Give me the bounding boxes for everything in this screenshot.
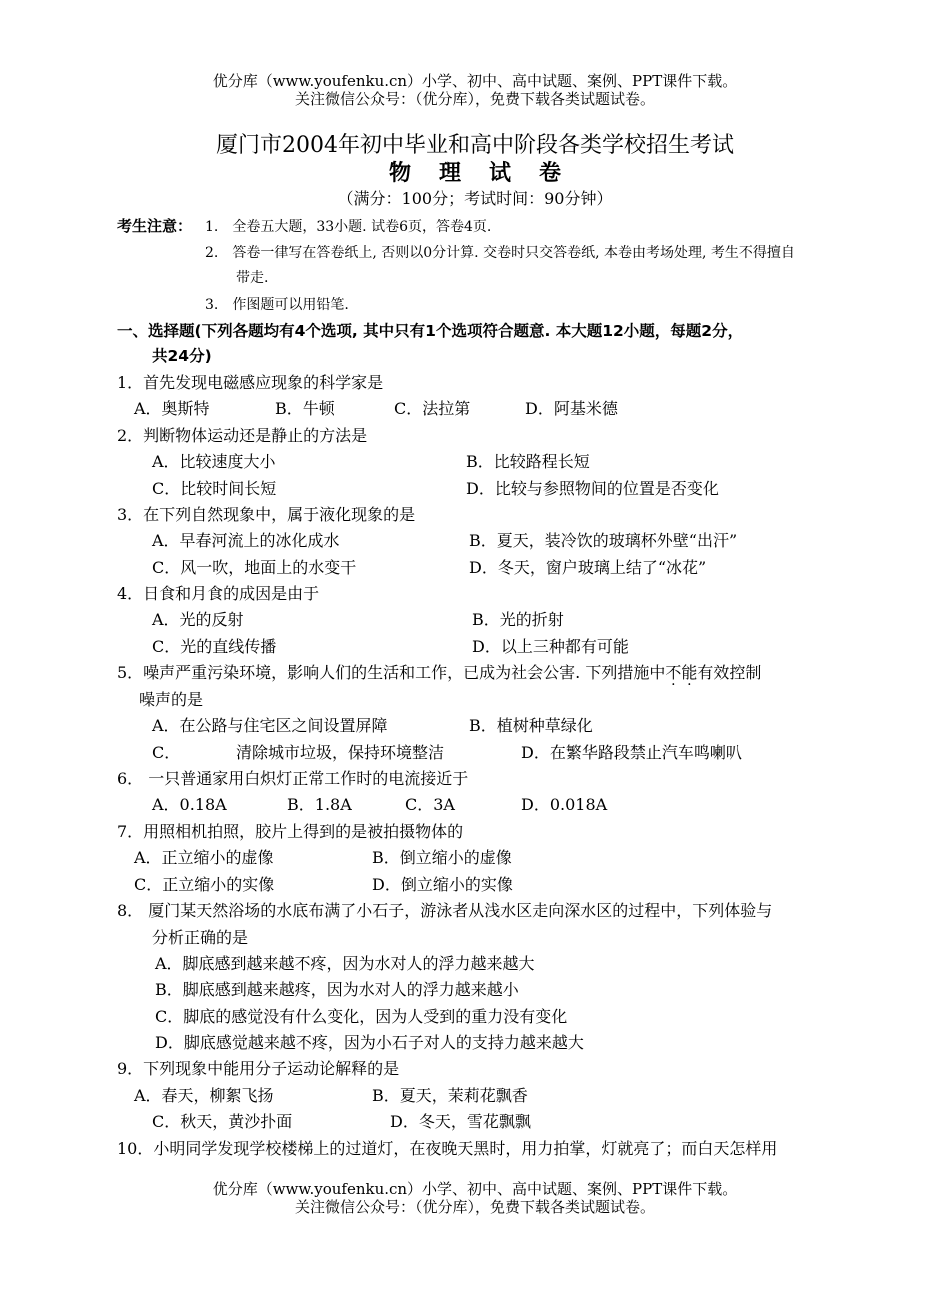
question-5-option-c: 清除城市垃圾，保持环境整洁	[236, 743, 445, 762]
question-5-stem-post: 有效控制	[697, 663, 762, 682]
footer-line-2: 关注微信公众号：（优分库），免费下载各类试题试卷。	[294, 1198, 655, 1216]
question-3-option-c: C．风一吹，地面上的水变干	[152, 558, 357, 577]
question-5-option-c-label: C．	[152, 743, 181, 762]
question-3-option-a: A．早春河流上的冰化成水	[152, 531, 340, 550]
question-2-option-a: A．比较速度大小	[152, 452, 276, 471]
question-9-stem: 9．下列现象中能用分子运动论解释的是	[117, 1059, 400, 1078]
question-6-option-d: D．0.018A	[521, 795, 608, 814]
question-5-stem-pre: 5．噪声严重污染环境，影响人们的生活和工作，已成为社会公害. 下列措施中	[117, 663, 666, 682]
question-8-stem: 8． 厦门某天然浴场的水底布满了小石子，游泳者从浅水区走向深水区的过程中，下列体验与	[117, 901, 773, 920]
question-8-option-c: C．脚底的感觉没有什么变化，因为人受到的重力没有变化	[155, 1007, 568, 1026]
question-3-stem: 3．在下列自然现象中，属于液化现象的是	[117, 505, 416, 524]
emphasis-char-can: 能	[681, 663, 698, 682]
question-6-stem: 6． 一只普通家用白炽灯正常工作时的电流接近于	[117, 769, 469, 788]
question-7-option-b: B．倒立缩小的虚像	[372, 848, 512, 867]
section-heading: 一、选择题(下列各题均有4个选项, 其中只有1个选项符合题意. 本大题12小题，每题2分，	[117, 322, 744, 340]
section-heading-cont: 共24分)	[152, 347, 212, 365]
question-9-option-b: B．夏天，茉莉花飘香	[372, 1086, 528, 1105]
question-1-option-d: D．阿基米德	[525, 399, 618, 418]
exam-info: （满分：100分；考试时间：90分钟）	[337, 189, 613, 208]
question-8-option-d: D．脚底感觉越来越不疼，因为小石子对人的支持力越来越大	[155, 1033, 584, 1052]
question-6-option-a: A．0.18A	[152, 795, 227, 814]
question-5-stem	[117, 663, 761, 683]
question-8-option-a: A．脚底感到越来越不疼，因为水对人的浮力越来越大	[155, 954, 535, 973]
question-5-option-d: D．在繁华路段禁止汽车鸣喇叭	[521, 743, 742, 762]
question-7-option-a: A．正立缩小的虚像	[134, 848, 274, 867]
question-1-option-a: A．奥斯特	[134, 399, 210, 418]
question-3-option-d: D．冬天，窗户玻璃上结了“冰花”	[469, 558, 707, 577]
question-1-option-b: B．牛顿	[275, 399, 335, 418]
notice-item-2-cont: 带走.	[236, 270, 269, 286]
question-7-option-c: C．正立缩小的实像	[134, 875, 275, 894]
question-2-option-c: C．比较时间长短	[152, 479, 277, 498]
footer-line-1: 优分库（www.youfenku.cn）小学、初中、高中试题、案例、PPT课件下载。	[212, 1180, 738, 1198]
question-1-stem: 1．首先发现电磁感应现象的科学家是	[117, 373, 384, 392]
subject-title: 物理试卷	[388, 160, 589, 186]
question-1-option-c: C．法拉第	[394, 399, 471, 418]
question-4-stem: 4．日食和月食的成因是由于	[117, 584, 320, 603]
header-line-2: 关注微信公众号：（优分库），免费下载各类试题试卷。	[294, 90, 655, 108]
question-2-option-b: B．比较路程长短	[466, 452, 590, 471]
question-10-stem: 10．小明同学发现学校楼梯上的过道灯，在夜晚天黑时，用力拍掌，灯就亮了；而白天怎样用	[117, 1139, 778, 1158]
question-6-option-b: B．1.8A	[287, 795, 352, 814]
question-4-option-c: C．光的直线传播	[152, 637, 277, 656]
question-4-option-d: D．以上三种都有可能	[472, 637, 629, 656]
question-8-stem-cont: 分析正确的是	[152, 928, 249, 947]
question-8-option-b: B．脚底感到越来越疼，因为水对人的浮力越来越小	[155, 980, 519, 999]
header-line-1: 优分库（www.youfenku.cn）小学、初中、高中试题、案例、PPT课件下载。	[212, 72, 738, 90]
question-4-option-a: A．光的反射	[152, 610, 244, 629]
notice-item-3: 3. 作图题可以用铅笔.	[205, 297, 349, 313]
question-2-stem: 2．判断物体运动还是静止的方法是	[117, 426, 368, 445]
emphasis-char-not: 不	[665, 663, 682, 682]
question-7-option-d: D．倒立缩小的实像	[372, 875, 513, 894]
question-9-option-c: C．秋天，黄沙扑面	[152, 1112, 293, 1131]
question-2-option-d: D．比较与参照物间的位置是否变化	[466, 479, 719, 498]
question-5-option-b: B．植树种草绿化	[469, 716, 593, 735]
notice-item-2: 2. 答卷一律写在答卷纸上, 否则以0分计算. 交卷时只交答卷纸, 本卷由考场处理, 考生不得擅自	[205, 245, 795, 261]
question-5-stem-cont: 噪声的是	[139, 690, 204, 709]
notice-item-1: 1. 全卷五大题，33小题. 试卷6页，答卷4页.	[205, 219, 492, 235]
question-5-option-a: A．在公路与住宅区之间设置屏障	[152, 716, 388, 735]
question-4-option-b: B．光的折射	[472, 610, 564, 629]
notice-label: 考生注意：	[117, 217, 193, 235]
question-6-option-c: C．3A	[405, 795, 455, 814]
question-3-option-b: B．夏天，装冷饮的玻璃杯外壁“出汗”	[469, 531, 738, 550]
question-9-option-a: A．春天，柳絮飞扬	[134, 1086, 274, 1105]
exam-title: 厦门市2004年初中毕业和高中阶段各类学校招生考试	[216, 133, 734, 158]
question-9-option-d: D．冬天，雪花飘飘	[390, 1112, 531, 1131]
question-7-stem: 7．用照相机拍照，胶片上得到的是被拍摄物体的	[117, 822, 464, 841]
